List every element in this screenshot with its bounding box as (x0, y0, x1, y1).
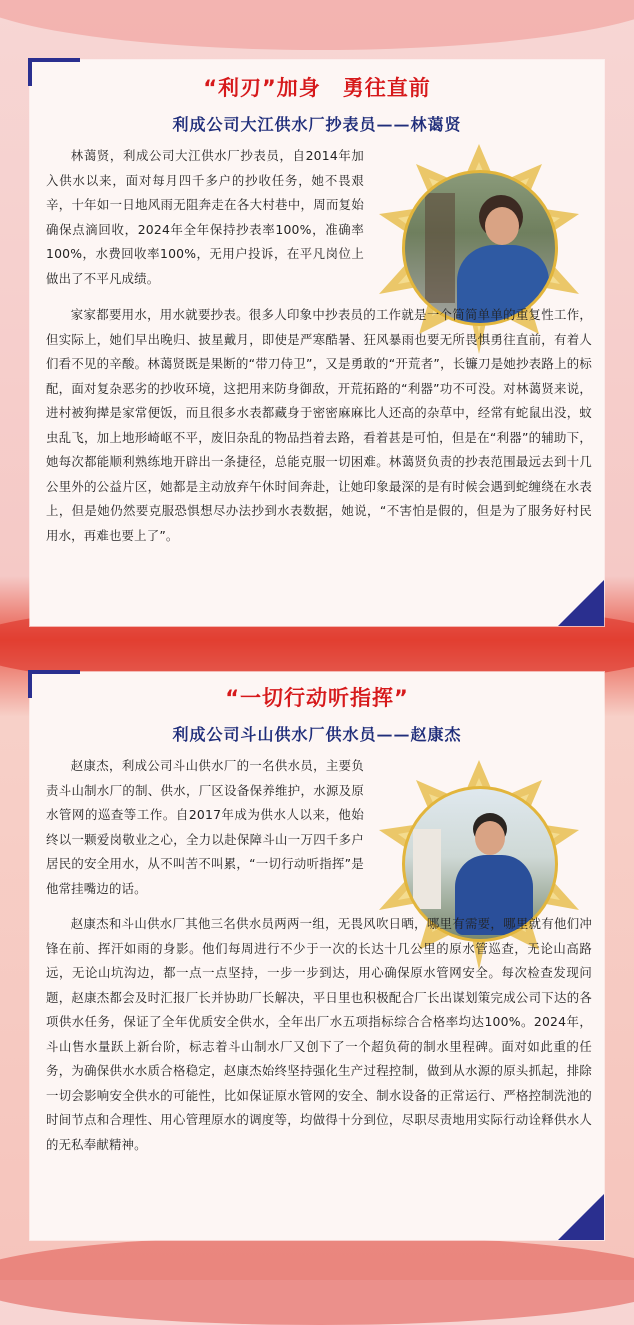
corner-accent-bottom-right (558, 1194, 604, 1240)
section-title: “一切行动听指挥” (225, 686, 409, 710)
corner-accent-bottom-right (558, 580, 604, 626)
paragraph-2: 赵康杰和斗山供水厂其他三名供水员两两一组，无畏风吹日晒，哪里有需要，哪里就有他们冲锋在前、挥汗如雨的身影。他们每周进行不少于一次的长达十几公里的原水管巡查，无论山高路远，无论山坑沟边，都一点一点坚持，一步一步到达，用心确保原水管网安全。每次检查发现问题，赵康杰都会及时汇报厂长并协助厂长解决，平日里也积极配合厂长出谋划策完成公司下达的各项供水任务，保证了全年优质安全供水，全年出厂水五项指标综合合格率均达100%。2024年，斗山售水量跃上新台阶，标志着斗山制水厂又创下了一个超负荷的制水里程碑。面对如此重的任务，为确保供水水质合格稳定，赵康杰始终坚持强化生产过程控制，做到从水源的原头抓起，排除一切会影响安全供水的可能性，比如保证原水管网的安全、制水设备的正常运行、严格控制洗池的时间节点和合理性、用心管理原水的调度等，均做得十分到位，尽职尽责地用实际行动诠释供水人的无私奉献精神。 (46, 916, 592, 1152)
paragraph-2: 家家都要用水，用水就要抄表。很多人印象中抄表员的工作就是一个简简单单的重复性工作，但实际上，她们早出晚归、披星戴月，即使是严寒酷暑、狂风暴雨也要无所畏惧勇往直前，有着人们看不见的辛酸。林蔼贤既是果断的“带刀侍卫”，又是勇敢的“开荒者”，长镰刀是她抄表路上的标配，面对复杂恶劣的抄收环境，这把用来防身御敌，开荒拓路的“利器”功不可没。对林蔼贤来说，进村被狗撵是家常便饭，而且很多水表都藏身于密密麻麻比人还高的杂草中，经常有蛇鼠出没，蚊虫乱飞，加上地形崎岖不平，废旧杂乱的物品挡着去路，看着甚是可怕，但是在“利器”的辅助下，她每次都能顺利熟练地开辟出一条捷径，总能克服一切困难。林蔼贤负责的抄表范围最远去到十几公里外的公益片区，她都是主动放弃午休时间奔赴，让她印象最深的是有时候会遇到蛇缠绕在水表上，但是她仍然要克服恐惧想尽办法抄到水表数据，她说，“不害怕是假的，但是为了服务好村民用水，再难也要上了”。 (46, 307, 592, 543)
profile-card-2 (30, 672, 604, 1240)
photo-background-tank (413, 829, 441, 909)
section-subtitle: 利成公司大江供水厂抄表员——林蔼贤 (172, 115, 462, 134)
person-face (475, 821, 505, 855)
background-wave-bottom (0, 1235, 634, 1325)
background-wave-top (0, 0, 634, 50)
person-face (485, 207, 519, 245)
profile-card-1 (30, 60, 604, 626)
section-subtitle: 利成公司斗山供水厂供水员——赵康杰 (172, 725, 462, 744)
section-title: “利刃”加身 勇往直前 (203, 76, 431, 100)
paragraph-1: 林蔼贤，利成公司大江供水厂抄表员，自2014年加入供水以来，面对每月四千多户的抄收任务，她不畏艰辛，十年如一日地风雨无阻奔走在各大村巷中，周而复始确保点滴回收，2024年全年保持抄表率100%，准确率100%，水费回收率100%，无用户投诉，在平凡岗位上做出了不平凡成绩。 (46, 148, 364, 286)
paragraph-1: 赵康杰，利成公司斗山供水厂的一名供水员，主要负责斗山制水厂的制、供水，厂区设备保养维护，水源及原水管网的巡查等工作。自2017年成为供水人以来，他始终以一颗爱岗敬业之心，全力以赴保障斗山一万四千多户居民的安全用水，从不叫苦不叫累，“一切行动听指挥”是他常挂嘴边的话。 (46, 758, 364, 896)
photo-background-pole (425, 193, 455, 303)
